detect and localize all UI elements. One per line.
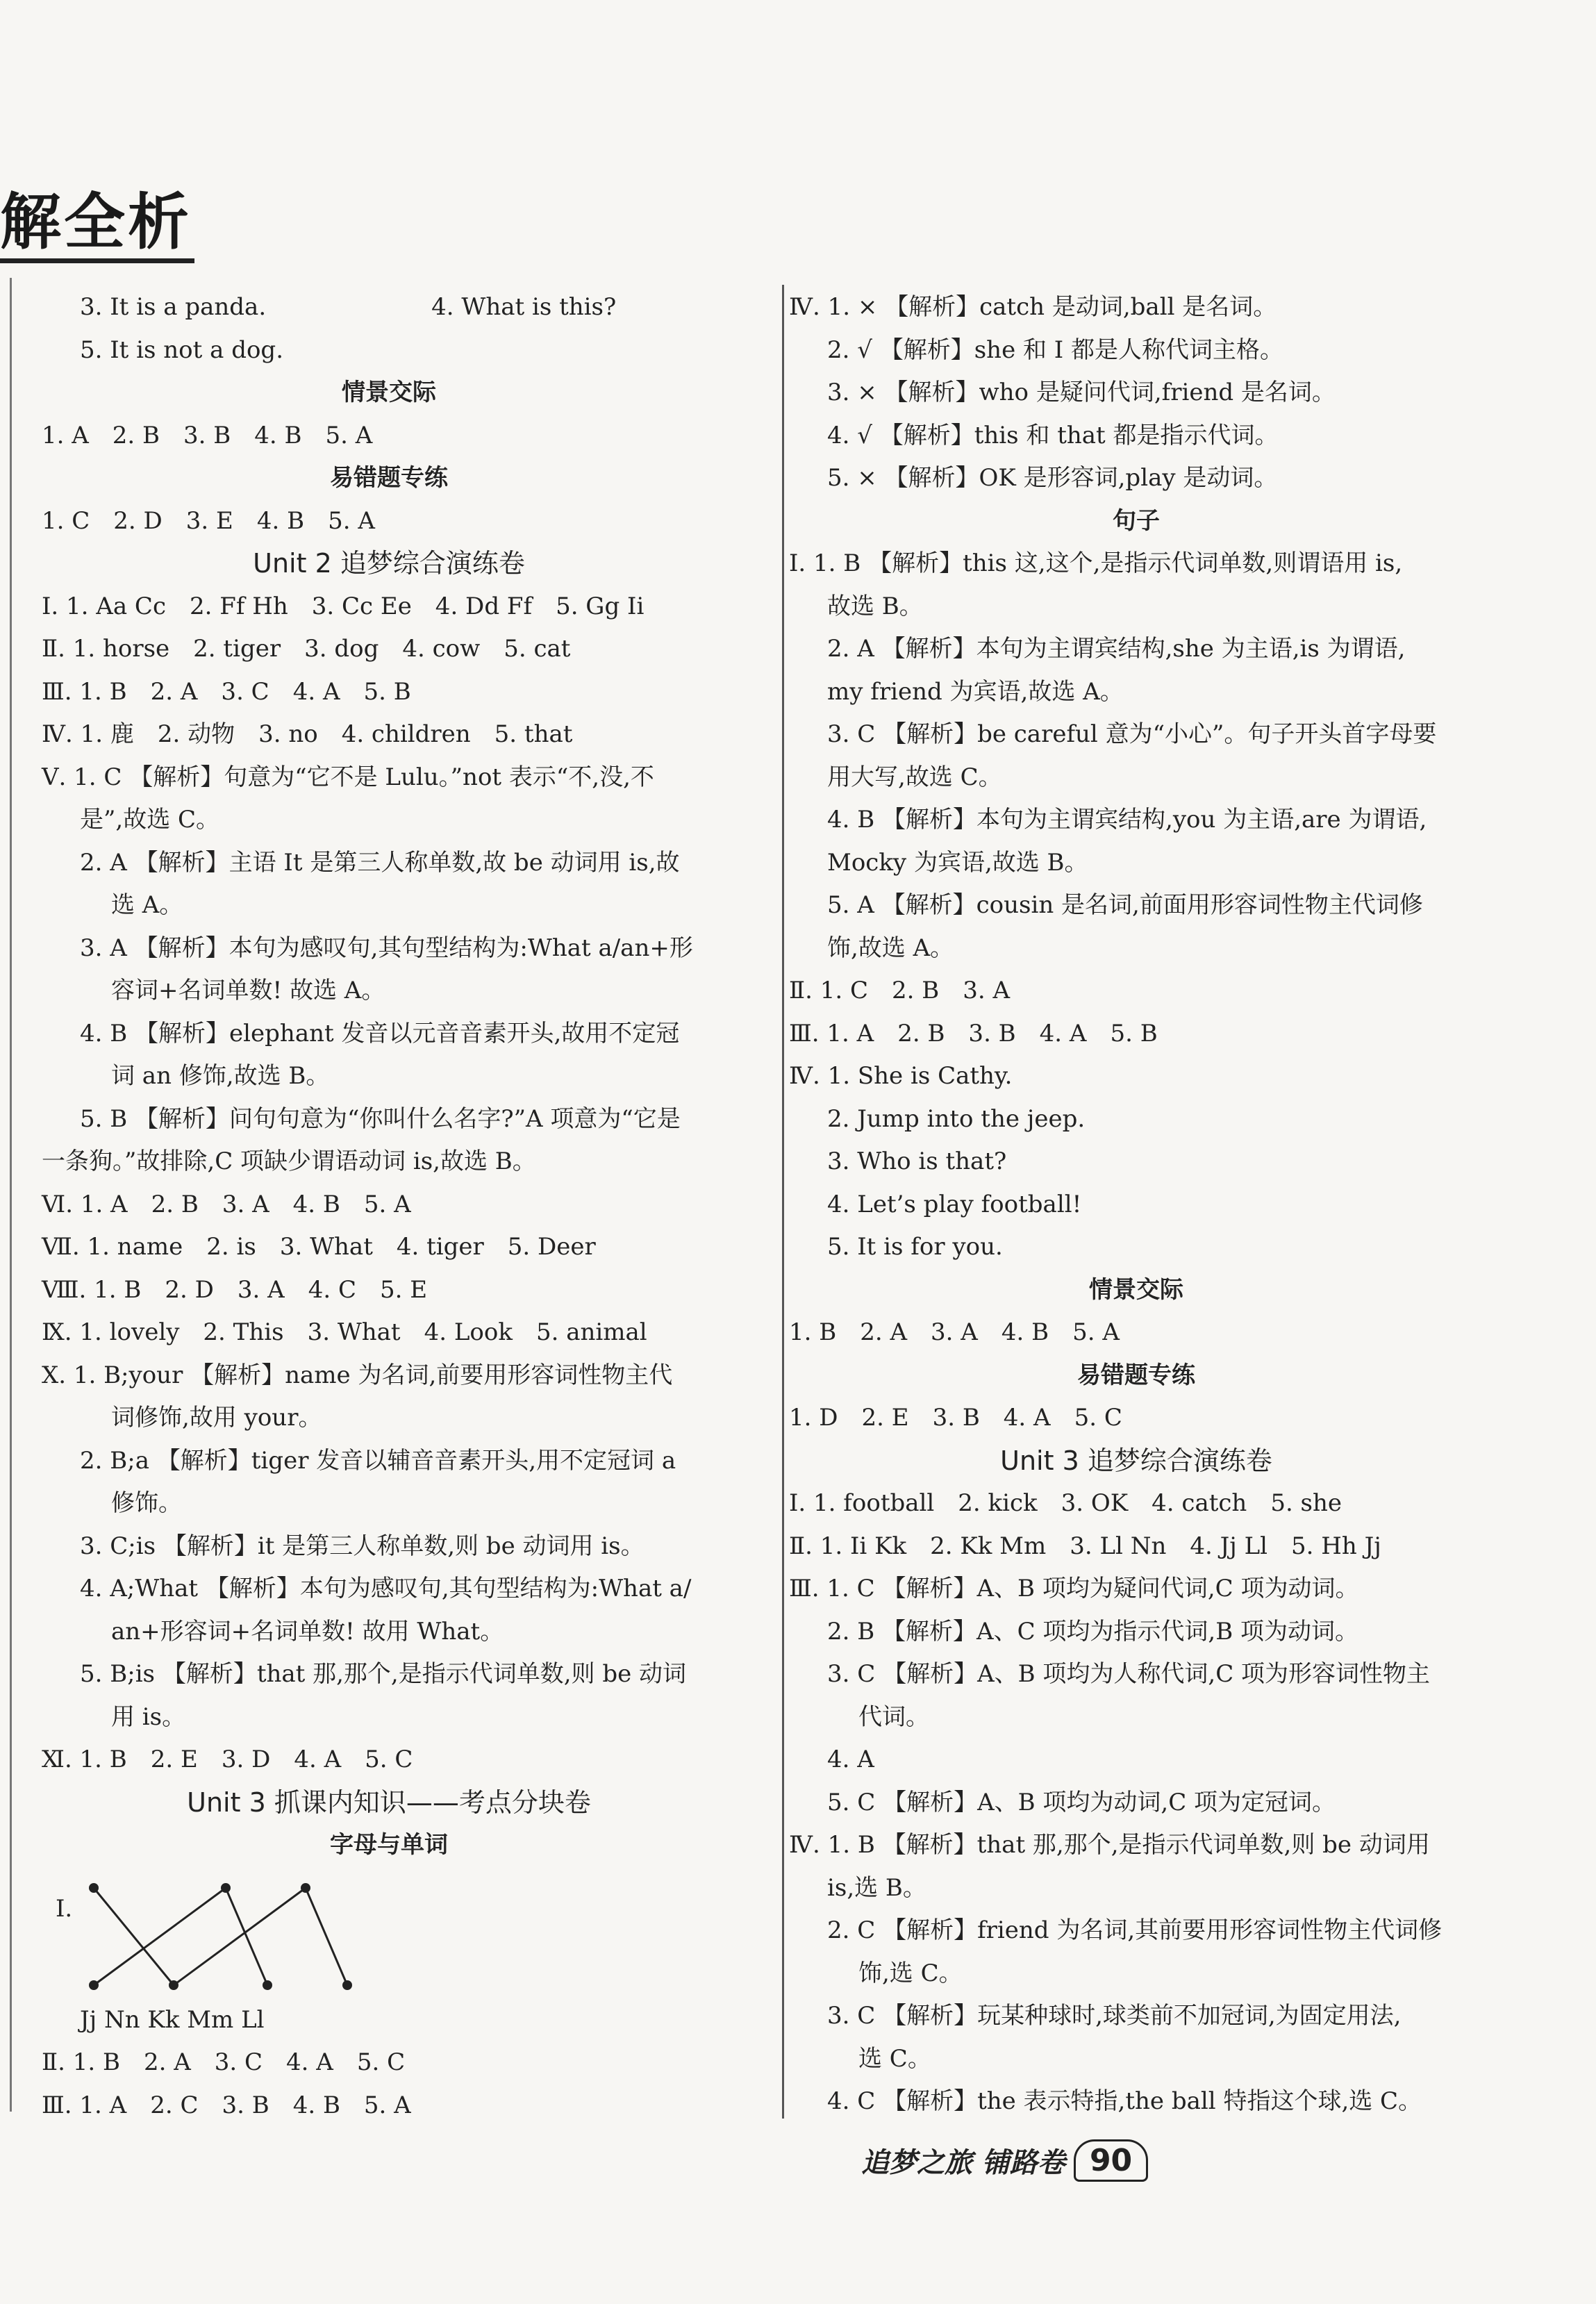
match-line	[226, 1888, 267, 1985]
unit-title: Unit 2 追梦综合演练卷	[253, 548, 525, 579]
answer-line: 3. A 【解析】本句为感叹句,其句型结构为:What a/an+形	[80, 934, 693, 962]
answer-line: 5. It is for you.	[827, 1233, 1003, 1261]
answer-line: 3. Who is that?	[827, 1147, 1007, 1175]
answer-line: Ⅲ. 1. A 2. B 3. B 4. A 5. B	[789, 1019, 1158, 1047]
answer-line: 3. × 【解析】who 是疑问代词,friend 是名词。	[827, 379, 1336, 406]
page-title: 解全析	[0, 186, 192, 258]
match-dot	[169, 1980, 178, 1990]
answer-line: Mocky 为宾语,故选 B。	[827, 848, 1088, 877]
answer-line: Ⅲ. 1. B 2. A 3. C 4. A 5. B	[42, 677, 411, 706]
answer-line: 修饰。	[111, 1489, 182, 1517]
answer-line: Ⅲ. 1. C 【解析】A、B 项均为疑问代词,C 项为动词。	[789, 1575, 1359, 1602]
answer-line: 词 an 修饰,故选 B。	[111, 1062, 330, 1090]
unit-title: Unit 3 追梦综合演练卷	[1000, 1445, 1272, 1476]
section-heading: 易错题专练	[1077, 1361, 1195, 1389]
section-heading: 字母与单词	[330, 1831, 448, 1859]
answer-line: 选 C。	[858, 2044, 931, 2073]
match-dot	[301, 1883, 310, 1893]
answer-line: Ⅰ. 1. football 2. kick 3. OK 4. catch 5. she	[789, 1489, 1343, 1517]
answer-line: 3. C 【解析】be careful 意为“小心”。句子开头首字母要	[827, 720, 1437, 748]
brand-logo: 追梦之旅 铺路卷	[861, 2147, 1065, 2179]
match-dot	[89, 1883, 99, 1893]
right-column	[789, 286, 1483, 2123]
match-dot	[263, 1980, 272, 1990]
answer-line: 1. B 2. A 3. A 4. B 5. A	[789, 1318, 1120, 1346]
answer-line: 是”,故选 C。	[80, 806, 220, 834]
section-heading: 情景交际	[342, 379, 436, 406]
answer-line: 代词。	[858, 1702, 929, 1731]
page-footer	[861, 2139, 1148, 2182]
section-heading: 易错题专练	[330, 464, 448, 492]
answer-line: 3. C 【解析】A、B 项均为人称代词,C 项为形容词性物主	[827, 1660, 1431, 1688]
answer-line: 3. C 【解析】玩某种球时,球类前不加冠词,为固定用法,	[827, 2002, 1402, 2030]
answer-line: Ⅵ. 1. A 2. B 3. A 4. B 5. A	[42, 1190, 411, 1218]
left-column	[42, 286, 736, 2127]
answer-line: 1. C 2. D 3. E 4. B 5. A	[42, 506, 375, 535]
answer-line: Ⅹ. 1. B;your 【解析】name 为名词,前要用形容词性物主代	[42, 1361, 673, 1389]
section-label: Ⅰ.	[56, 1894, 73, 1923]
answer-line: 饰,故选 A。	[827, 934, 954, 962]
answer-line: 选 A。	[111, 891, 183, 919]
answer-line: 用大写,故选 C。	[827, 763, 1002, 791]
match-dot	[89, 1980, 99, 1990]
answer-line: 饰,选 C。	[858, 1959, 963, 1987]
answer-line: Ⅴ. 1. C 【解析】句意为“它不是 Lulu。”not 表示“不,没,不	[42, 763, 654, 791]
answer-line: 4. C 【解析】the 表示特指,the ball 特指这个球,选 C。	[827, 2087, 1422, 2115]
answer-line: Ⅳ. 1. × 【解析】catch 是动词,ball 是名词。	[789, 293, 1277, 321]
answer-line: Ⅷ. 1. B 2. D 3. A 4. C 5. E	[42, 1275, 428, 1304]
answer-line: Ⅳ. 1. 鹿 2. 动物 3. no 4. children 5. that	[42, 720, 573, 748]
matching-diagram	[42, 1867, 736, 1999]
section-heading: 句子	[1113, 506, 1160, 535]
answer-line: 4. A;What 【解析】本句为感叹句,其句型结构为:What a/	[80, 1575, 692, 1602]
answer-line: an+形容词+名词单数! 故用 What。	[111, 1617, 504, 1646]
answer-line: 3. C;is 【解析】it 是第三人称单数,则 be 动词用 is。	[80, 1532, 645, 1560]
answer-line: my friend 为宾语,故选 A。	[827, 677, 1124, 706]
match-line	[174, 1888, 306, 1985]
answer-line: 2. C 【解析】friend 为名词,其前要用形容词性物主代词修	[827, 1916, 1443, 1944]
answer-line: 5. C 【解析】A、B 项均为动词,C 项为定冠词。	[827, 1788, 1336, 1816]
answer-line: 4. B 【解析】本句为主谓宾结构,you 为主语,are 为谓语,	[827, 806, 1427, 834]
answer-line: Ⅸ. 1. lovely 2. This 3. What 4. Look 5. animal	[42, 1318, 647, 1346]
answer-line: Ⅱ. 1. horse 2. tiger 3. dog 4. cow 5. cat	[42, 635, 571, 663]
answer-line: 故选 B。	[827, 592, 923, 620]
answer-line: is,选 B。	[827, 1873, 926, 1902]
matching-lines	[42, 1867, 389, 1999]
answer-line: 2. A 【解析】主语 It 是第三人称单数,故 be 动词用 is,故	[80, 848, 680, 877]
answer-line: 5. A 【解析】cousin 是名词,前面用形容词性物主代词修	[827, 891, 1423, 919]
answer-line: 3. It is a panda. 4. What is this?	[80, 293, 617, 321]
section-heading: 情景交际	[1089, 1275, 1183, 1304]
answer-line: Ⅱ. 1. Ii Kk 2. Kk Mm 3. Ll Nn 4. Jj Ll 5. Hh Jj	[789, 1532, 1381, 1560]
match-line	[94, 1888, 226, 1985]
page-number: 90	[1074, 2139, 1148, 2182]
answer-line: Ⅲ. 1. A 2. C 3. B 4. B 5. A	[42, 2091, 411, 2119]
match-dot	[342, 1980, 352, 1990]
answer-line: 2. B 【解析】A、C 项均为指示代词,B 项为动词。	[827, 1617, 1359, 1646]
match-dot	[221, 1883, 231, 1893]
answer-line: Ⅶ. 1. name 2. is 3. What 4. tiger 5. Deer	[42, 1233, 596, 1261]
answer-line: Ⅳ. 1. B 【解析】that 那,那个,是指示代词单数,则 be 动词用	[789, 1831, 1430, 1859]
answer-line: 5. B;is 【解析】that 那,那个,是指示代词单数,则 be 动词	[80, 1660, 687, 1688]
answer-line: 2. A 【解析】本句为主谓宾结构,she 为主语,is 为谓语,	[827, 635, 1406, 663]
answer-line: Jj Nn Kk Mm Ll	[80, 2005, 265, 2034]
answer-line: 2. Jump into the jeep.	[827, 1104, 1086, 1133]
answer-line: Ⅺ. 1. B 2. E 3. D 4. A 5. C	[42, 1746, 413, 1773]
answer-line: 5. It is not a dog.	[80, 335, 284, 364]
answer-line: 4. A	[827, 1746, 874, 1773]
answer-line: 1. D 2. E 3. B 4. A 5. C	[789, 1404, 1122, 1432]
answer-line: 容词+名词单数! 故选 A。	[111, 977, 385, 1004]
answer-line: 一条狗。”故排除,C 项缺少谓语动词 is,故选 B。	[42, 1147, 536, 1175]
answer-line: 词修饰,故用 your。	[111, 1404, 322, 1432]
left-border	[10, 278, 12, 2112]
match-line	[94, 1888, 174, 1985]
answer-line: 5. B 【解析】问句句意为“你叫什么名字?”A 项意为“它是	[80, 1104, 681, 1133]
answer-line: Ⅰ. 1. Aa Cc 2. Ff Hh 3. Cc Ee 4. Dd Ff 5. Gg Ii	[42, 592, 645, 620]
answer-line: 用 is。	[111, 1702, 186, 1731]
answer-line: Ⅱ. 1. C 2. B 3. A	[789, 977, 1011, 1004]
answer-line: 4. Let’s play football!	[827, 1190, 1082, 1218]
answer-line: 5. × 【解析】OK 是形容词,play 是动词。	[827, 464, 1278, 492]
column-divider	[782, 285, 784, 2119]
answer-line: 1. A 2. B 3. B 4. B 5. A	[42, 421, 373, 449]
answer-line: Ⅳ. 1. She is Cathy.	[789, 1062, 1013, 1090]
answer-line: Ⅱ. 1. B 2. A 3. C 4. A 5. C	[42, 2048, 406, 2076]
answer-line: 2. √ 【解析】she 和 I 都是人称代词主格。	[827, 335, 1284, 364]
answer-line: 4. B 【解析】elephant 发音以元音音素开头,故用不定冠	[80, 1019, 680, 1047]
unit-title: Unit 3 抓课内知识——考点分块卷	[187, 1787, 591, 1818]
match-line	[306, 1888, 347, 1985]
answer-line: 4. √ 【解析】this 和 that 都是指示代词。	[827, 421, 1279, 449]
answer-line: 2. B;a 【解析】tiger 发音以辅音音素开头,用不定冠词 a	[80, 1446, 676, 1475]
title-underline	[0, 258, 194, 263]
answer-line: Ⅰ. 1. B 【解析】this 这,这个,是指示代词单数,则谓语用 is,	[789, 549, 1403, 577]
